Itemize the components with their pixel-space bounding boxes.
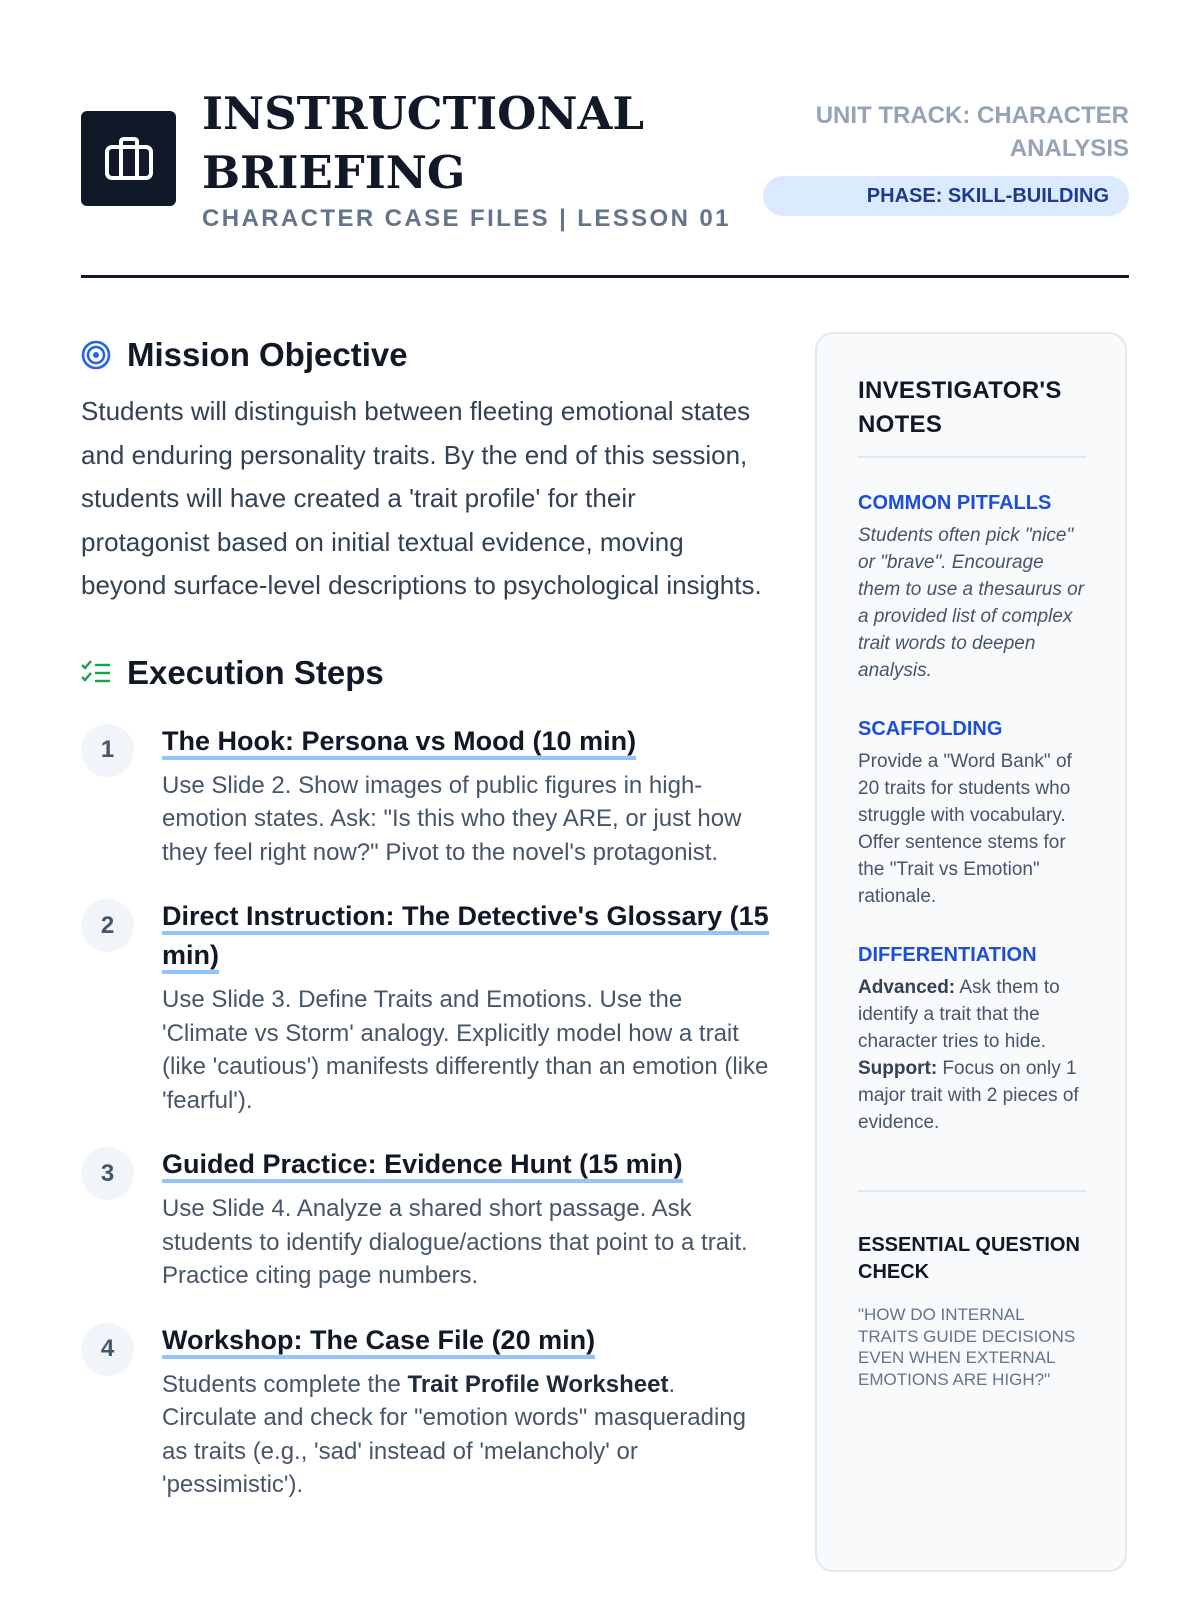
step-title (162, 1321, 771, 1360)
unit-track-label: UNIT TRACK: CHARACTER ANALYSIS (815, 102, 1129, 162)
step-title (162, 897, 771, 975)
header-divider (81, 275, 1129, 278)
step-title-text: Direct Instruction: The Detective's Glossary (15 min) (162, 901, 769, 974)
step-body-pre: Students complete the (162, 1370, 408, 1398)
step-body-post: . Circulate and check for "emotion words" masquerading as traits (e.g., 'sad' instead of 'melancholy' or 'pessimistic'). (162, 1370, 746, 1498)
step-item (81, 897, 771, 1117)
support-label: Support: (858, 1058, 938, 1079)
advanced-text: Ask them to identify a trait that the character tries to hide. (858, 977, 1060, 1052)
sidebar-divider (858, 456, 1086, 458)
objective-heading (81, 330, 771, 380)
investigator-notes-panel (815, 332, 1127, 1572)
support-text: Focus on only 1 major trait with 2 pieces of evidence. (858, 1058, 1079, 1133)
step-item (81, 1145, 771, 1293)
logo (81, 111, 176, 206)
step-number: 1 (81, 724, 134, 777)
step-body (162, 1368, 771, 1502)
essential-question-text: "HOW DO INTERNAL TRAITS GUIDE DECISIONS EVEN WHEN EXTERNAL EMOTIONS ARE HIGH?" (858, 1305, 1076, 1389)
step-title-text: Workshop: The Case File (20 min) (162, 1325, 595, 1359)
objective-heading-text: Mission Objective (127, 336, 408, 373)
sidebar-title: INVESTIGATOR'S NOTES (858, 377, 1062, 438)
step-number: 4 (81, 1323, 134, 1376)
step-title-text: Guided Practice: Evidence Hunt (15 min) (162, 1149, 683, 1183)
step-item (81, 1321, 771, 1502)
scaffolding-text: Provide a "Word Bank" of 20 traits for students who struggle with vocabulary. Offer sentence stems for the "Trait vs Emotion" rationale. (858, 751, 1072, 907)
scaffolding-label: SCAFFOLDING (858, 718, 1003, 740)
objective-text: Students will distinguish between fleeting emotional states and enduring personality traits. By the end of this session, students will have created a 'trait profile' for their protagonist based on initial textual evidence, moving beyond surface-level descriptions to psychological insights. (81, 396, 762, 600)
phase-badge: PHASE: SKILL-BUILDING (763, 176, 1129, 216)
essential-question-title: ESSENTIAL QUESTION CHECK (858, 1234, 1080, 1283)
step-number: 2 (81, 899, 134, 952)
worksheet-name: Trait Profile Worksheet (407, 1370, 669, 1398)
checklist-icon (81, 660, 111, 686)
briefcase-icon (104, 137, 154, 181)
step-number: 3 (81, 1147, 134, 1200)
main-content (81, 330, 771, 1530)
pitfalls-text: Students often pick "nice" or "brave". Encourage them to use a thesaurus or a provided list of complex trait words to deepen analysis. (858, 525, 1085, 681)
steps-heading (81, 648, 771, 698)
page-subtitle: CHARACTER CASE FILES | LESSON 01 (202, 205, 731, 232)
pitfalls-label: COMMON PITFALLS (858, 492, 1052, 514)
sidebar-divider (858, 1190, 1086, 1192)
step-title-text: The Hook: Persona vs Mood (10 min) (162, 726, 636, 760)
page-title: INSTRUCTIONAL BRIEFING (202, 87, 645, 199)
differentiation-label: DIFFERENTIATION (858, 944, 1037, 966)
target-icon (81, 340, 111, 370)
step-body: Use Slide 3. Define Traits and Emotions. Use the 'Climate vs Storm' analogy. Explicitly model how a trait (like 'cautious') manifests differently than an emotion (like 'fearful'). (162, 986, 769, 1114)
advanced-label: Advanced: (858, 977, 956, 998)
header (81, 84, 1129, 274)
step-item (81, 722, 771, 870)
step-body: Use Slide 2. Show images of public figures in high-emotion states. Ask: "Is this who they ARE, or just how they feel right now?" Pivot to the novel's protagonist. (162, 771, 742, 866)
steps-list (81, 722, 771, 1502)
step-body: Use Slide 4. Analyze a shared short passage. Ask students to identify dialogue/actions that point to a trait. Practice citing page numbers. (162, 1195, 748, 1289)
step-title (162, 1145, 771, 1184)
step-title (162, 722, 771, 761)
steps-heading-text: Execution Steps (127, 653, 384, 691)
differentiation-text (858, 974, 1086, 1136)
